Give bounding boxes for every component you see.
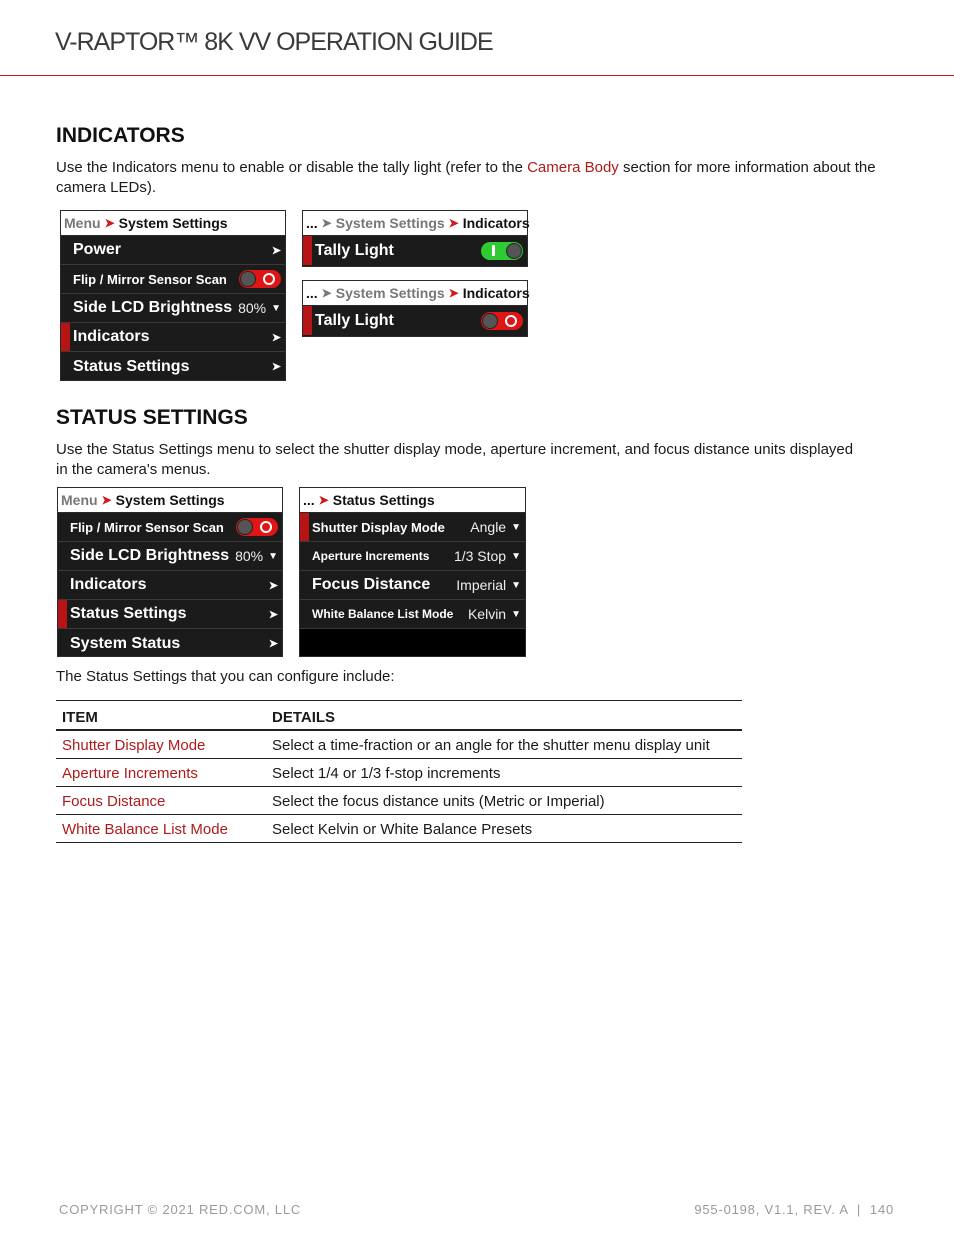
chevron-down-icon: ▼ [268, 550, 278, 562]
breadcrumb: ... ➤ System Settings ➤ Indicators [303, 211, 527, 236]
chevron-down-icon: ▼ [511, 579, 521, 591]
table-intro: The Status Settings that you can configure include: [56, 668, 395, 685]
setting-aperture-increments[interactable]: Aperture Increments 1/3 Stop ▼ [300, 542, 525, 571]
toggle-off-icon[interactable] [239, 270, 281, 288]
menu-item-status-settings[interactable]: Status Settings ➤ [73, 357, 281, 375]
toggle-on-icon[interactable] [481, 242, 523, 260]
setting-focus-distance[interactable]: Focus Distance Imperial ▼ [300, 571, 525, 600]
menu-item-system-status[interactable]: System Status ➤ [70, 634, 278, 652]
chevron-right-icon: ➤ [448, 216, 459, 230]
menu-item-side-lcd[interactable]: Side LCD Brightness 80% ▼ [61, 294, 285, 323]
table-cell-item[interactable]: White Balance List Mode [56, 815, 266, 843]
breadcrumb: Menu ➤ System Settings [61, 211, 285, 236]
menu-item-power[interactable]: Power ➤ [61, 236, 285, 265]
setting-shutter-display-mode[interactable]: Shutter Display Mode Angle ▼ [300, 513, 525, 542]
system-settings-panel-2 [57, 487, 283, 657]
footer-copyright: COPYRIGHT © 2021 RED.COM, LLC [59, 1202, 302, 1217]
document-title: V-RAPTOR™ 8K VV OPERATION GUIDE [55, 28, 493, 56]
chevron-right-icon: ➤ [271, 244, 281, 257]
breadcrumb: ... ➤ Status Settings [300, 488, 525, 513]
chevron-right-icon: ➤ [318, 493, 329, 507]
chevron-right-icon: ➤ [448, 286, 459, 300]
table-header-details: DETAILS [266, 701, 742, 731]
chevron-down-icon: ▼ [511, 521, 521, 533]
breadcrumb: Menu ➤ System Settings [58, 488, 282, 513]
status-settings-table [56, 700, 742, 843]
menu-item-tally-light[interactable]: Tally Light [303, 306, 527, 335]
chevron-right-icon: ➤ [101, 493, 112, 507]
table-cell-item[interactable]: Shutter Display Mode [56, 730, 266, 759]
table-cell-item[interactable]: Focus Distance [56, 787, 266, 815]
table-row [56, 730, 742, 759]
table-row [56, 787, 742, 815]
table-cell-details: Select 1/4 or 1/3 f-stop increments [266, 759, 742, 787]
chevron-right-icon: ➤ [321, 216, 332, 230]
chevron-right-icon: ➤ [268, 608, 278, 621]
table-cell-details: Select a time-fraction or an angle for the shutter menu display unit [266, 730, 742, 759]
indicators-paragraph: Use the Indicators menu to enable or disable the tally light (refer to the Camera Body section for more information about the camera LEDs). [56, 159, 876, 196]
chevron-right-icon: ➤ [268, 638, 278, 650]
table-cell-details: Select Kelvin or White Balance Presets [266, 815, 742, 843]
menu-item-tally-light[interactable]: Tally Light [303, 236, 527, 265]
setting-white-balance-list-mode[interactable]: White Balance List Mode Kelvin ▼ [300, 600, 525, 629]
status-settings-heading: STATUS SETTINGS [56, 406, 248, 429]
table-header-item: ITEM [56, 701, 266, 731]
system-settings-panel [60, 210, 286, 381]
chevron-right-icon: ➤ [104, 216, 115, 230]
status-settings-panel [299, 487, 526, 657]
camera-body-link[interactable]: Camera Body [527, 159, 619, 176]
chevron-down-icon: ▼ [271, 302, 281, 314]
menu-item-status-settings[interactable]: Status Settings ➤ [58, 600, 282, 629]
menu-item-flip-mirror[interactable]: Flip / Mirror Sensor Scan [58, 513, 282, 542]
tally-light-off-panel [302, 280, 528, 337]
footer-page-info: 955-0198, V1.1, REV. A | 140 [694, 1202, 894, 1217]
menu-item-indicators[interactable]: Indicators ➤ [58, 571, 282, 600]
menu-item-side-lcd[interactable]: Side LCD Brightness 80% ▼ [58, 542, 282, 571]
chevron-down-icon: ▼ [511, 608, 521, 620]
table-header-row [56, 701, 742, 731]
chevron-right-icon: ➤ [271, 361, 281, 373]
menu-item-flip-mirror[interactable]: Flip / Mirror Sensor Scan [61, 265, 285, 294]
table-row [56, 759, 742, 787]
header-rule [0, 75, 954, 76]
toggle-off-icon[interactable] [236, 518, 278, 536]
chevron-right-icon: ➤ [321, 286, 332, 300]
indicators-heading: INDICATORS [56, 124, 185, 147]
table-cell-item[interactable]: Aperture Increments [56, 759, 266, 787]
tally-light-on-panel [302, 210, 528, 267]
chevron-down-icon: ▼ [511, 550, 521, 562]
breadcrumb: ... ➤ System Settings ➤ Indicators [303, 281, 527, 306]
menu-item-indicators[interactable]: Indicators ➤ [61, 323, 285, 352]
chevron-right-icon: ➤ [271, 331, 281, 344]
chevron-right-icon: ➤ [268, 579, 278, 592]
table-cell-details: Select the focus distance units (Metric or Imperial) [266, 787, 742, 815]
status-settings-paragraph: Use the Status Settings menu to select the shutter display mode, aperture increment, and focus distance units displayed in the camera's menus. [56, 441, 854, 478]
table-row [56, 815, 742, 843]
toggle-off-icon[interactable] [481, 312, 523, 330]
